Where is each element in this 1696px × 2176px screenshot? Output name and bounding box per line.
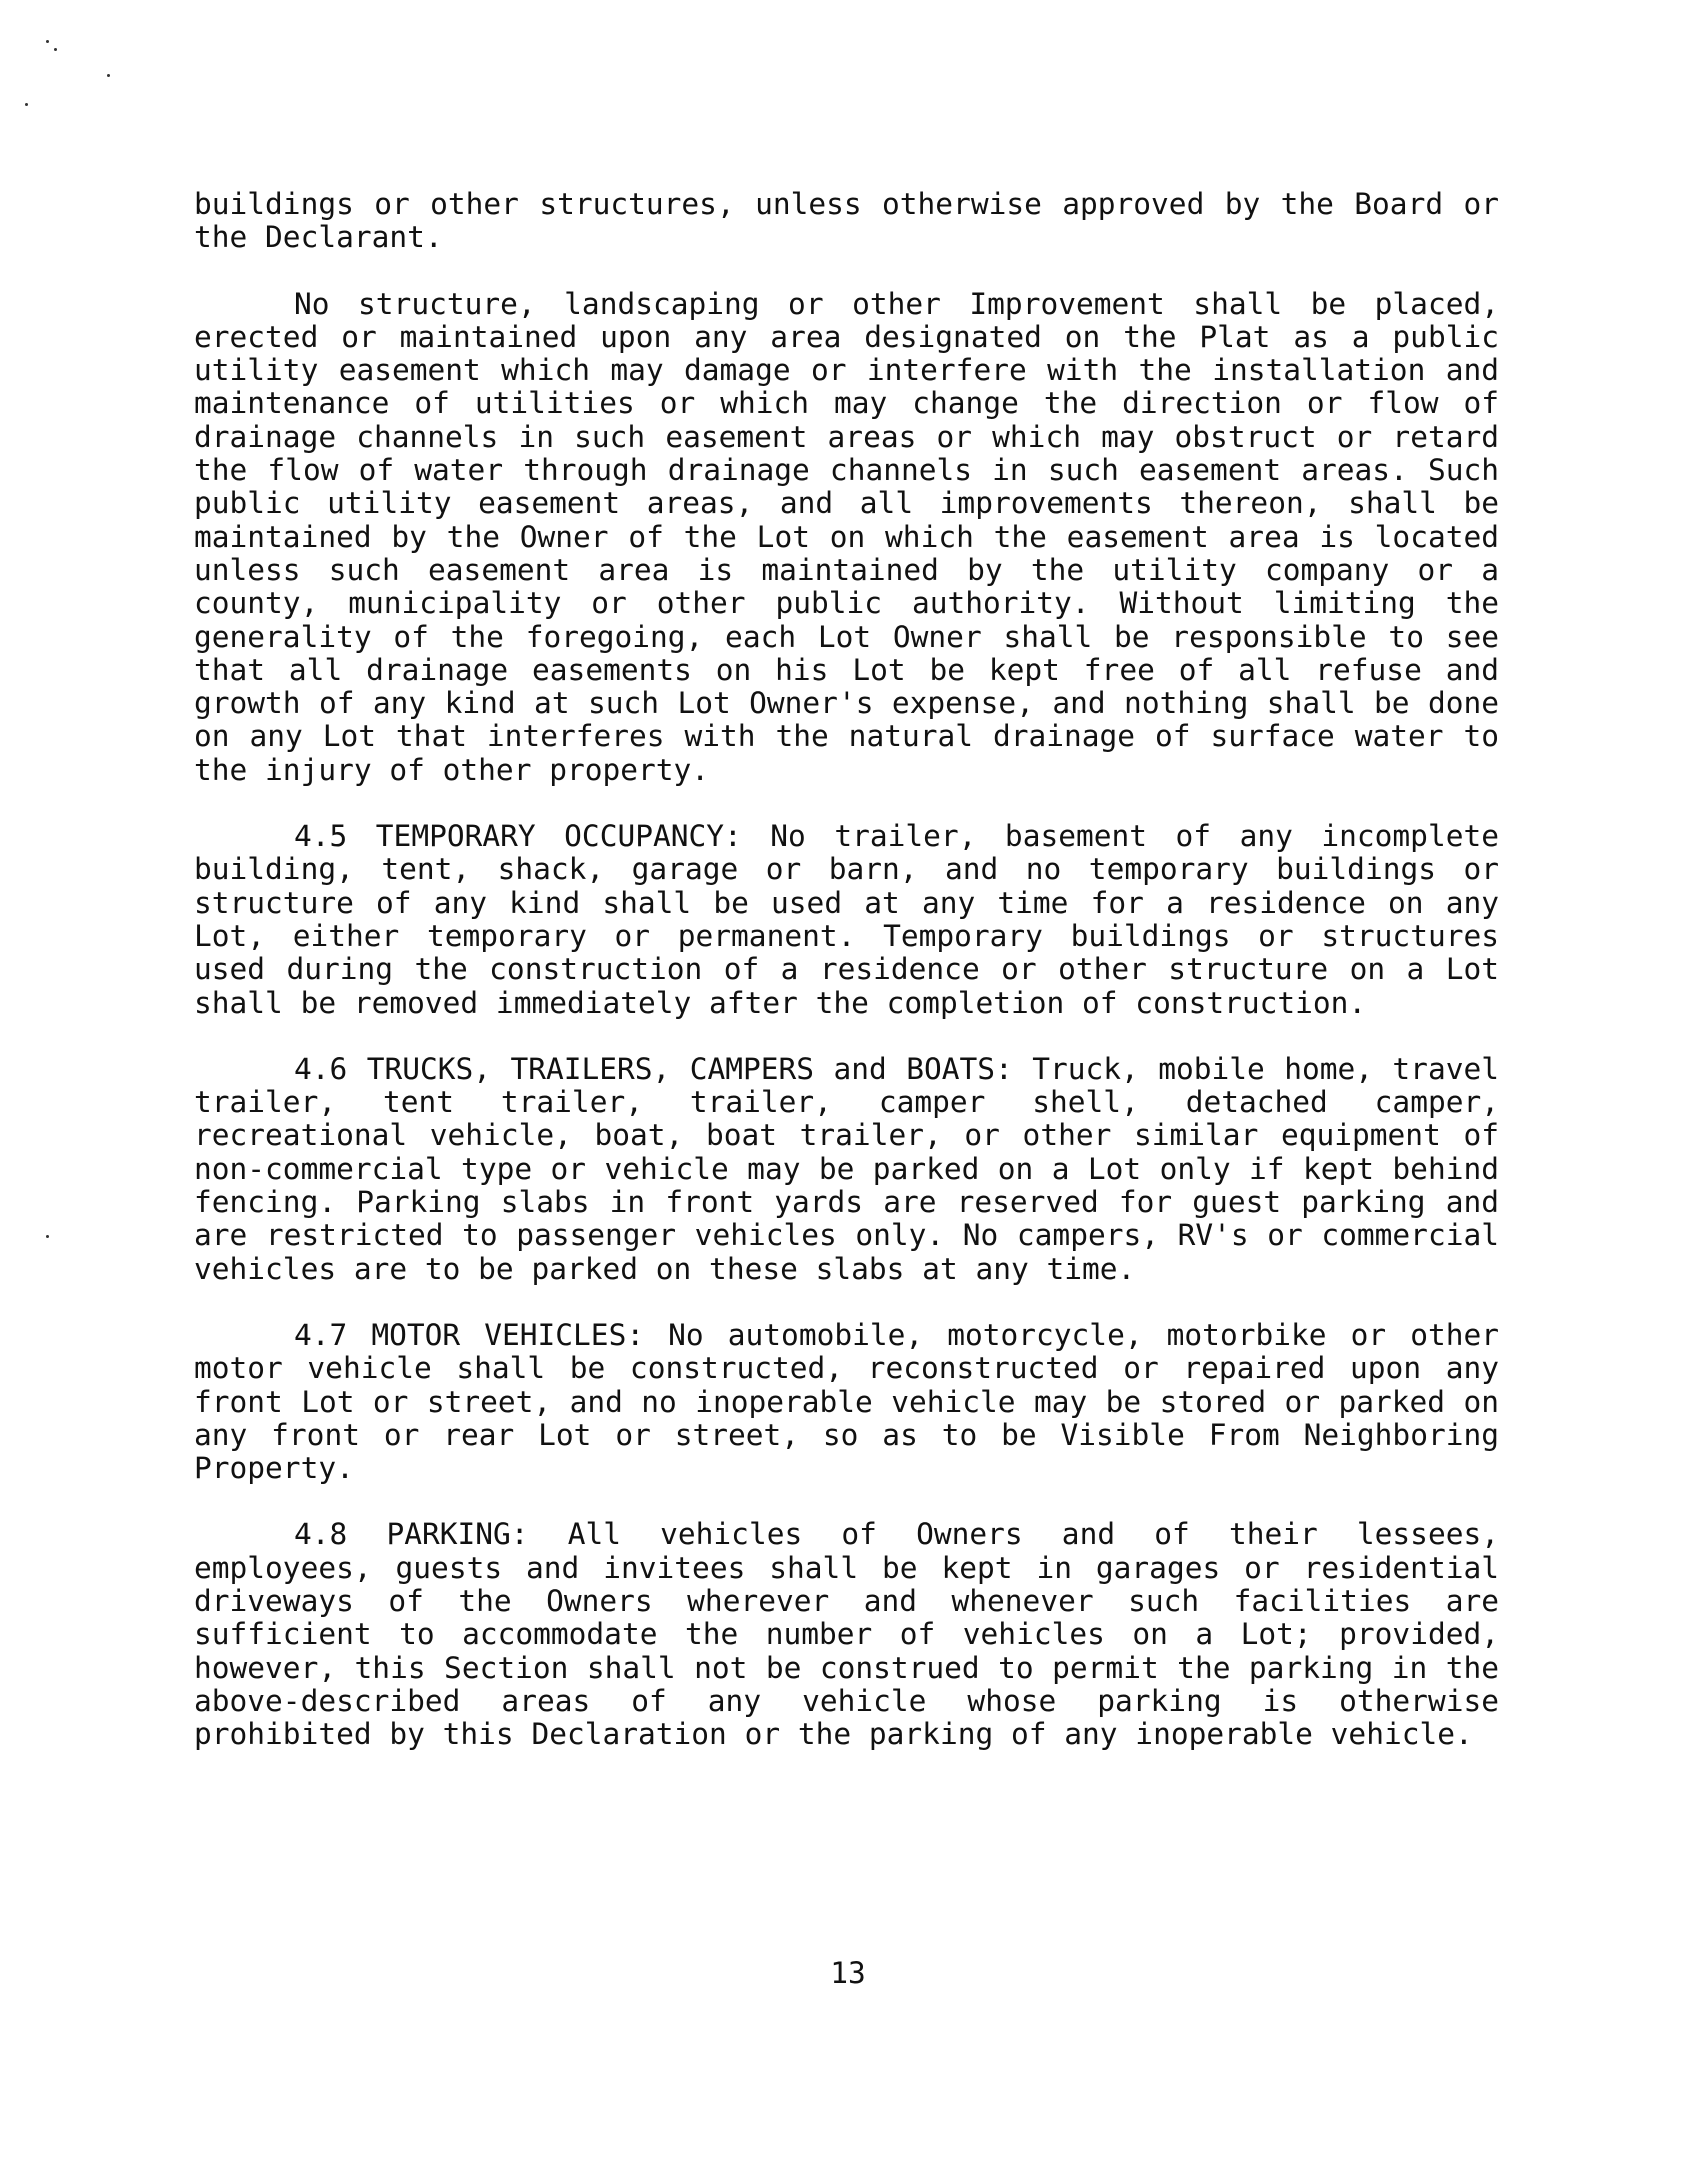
scan-artifact (46, 40, 49, 43)
section-4-5-temporary-occupancy: 4.5 TEMPORARY OCCUPANCY: No trailer, basement of any incomplete building, tent, shack, garage or barn, and no temporary buildings or structure of any kind shall be used at any time for a residence on any Lot, either temporary or permanent. Temporary buildings or structures used during the construction of a residence or other structure on a Lot shall be removed immediately after the completion of construction. (194, 819, 1499, 1020)
scan-artifact (107, 74, 110, 77)
section-4-6-trucks-trailers: 4.6 TRUCKS, TRAILERS, CAMPERS and BOATS: Truck, mobile home, travel trailer, tent trailer, trailer, camper shell, detached camper, recreational vehicle, boat, boat trailer, or other similar equipment of non-commercial type or vehicle may be parked on a Lot only if kept behind fencing. Parking slabs in front yards are reserved for guest parking and are restricted to passenger vehicles only. No campers, RV's or commercial vehicles are to be parked on these slabs at any time. (194, 1051, 1499, 1286)
document-body (194, 188, 1499, 1751)
section-4-8-parking: 4.8 PARKING: All vehicles of Owners and of their lessees, employees, guests and invitees shall be kept in garages or residential driveways of the Owners wherever and whenever such facilities are sufficient to accommodate the number of vehicles on a Lot; provided, however, this Section shall not be construed to permit the parking in the above-described areas of any vehicle whose parking is otherwise prohibited by this Declaration or the parking of any inoperable vehicle. (194, 1517, 1499, 1752)
section-4-7-motor-vehicles: 4.7 MOTOR VEHICLES: No automobile, motorcycle, motorbike or other motor vehicle shall be constructed, reconstructed or repaired upon any front Lot or street, and no inoperable vehicle may be stored or parked on any front or rear Lot or street, so as to be Visible From Neighboring Property. (194, 1317, 1499, 1486)
scan-artifact (25, 103, 28, 106)
paragraph-continuation: buildings or other structures, unless otherwise approved by the Board or the Declarant. (194, 187, 1499, 255)
page-number: 13 (830, 1956, 866, 1990)
scan-artifact (54, 48, 57, 51)
scan-artifact (46, 1235, 49, 1238)
paragraph-utility-easement: No structure, landscaping or other Improvement shall be placed, erected or maintained upon any area designated on the Plat as a public utility easement which may damage or interfere with the installation and maintenance of utilities or which may change the direction or flow of drainage channels in such easement areas or which may obstruct or retard the flow of water through drainage channels in such easement areas. Such public utility easement areas, and all improvements thereon, shall be maintained by the Owner of the Lot on which the easement area is located unless such easement area is maintained by the utility company or a county, municipality or other public authority. Without limiting the generality of the foregoing, each Lot Owner shall be responsible to see that all drainage easements on his Lot be kept free of all refuse and growth of any kind at such Lot Owner's expense, and nothing shall be done on any Lot that interferes with the natural drainage of surface water to the injury of other property. (194, 286, 1499, 787)
